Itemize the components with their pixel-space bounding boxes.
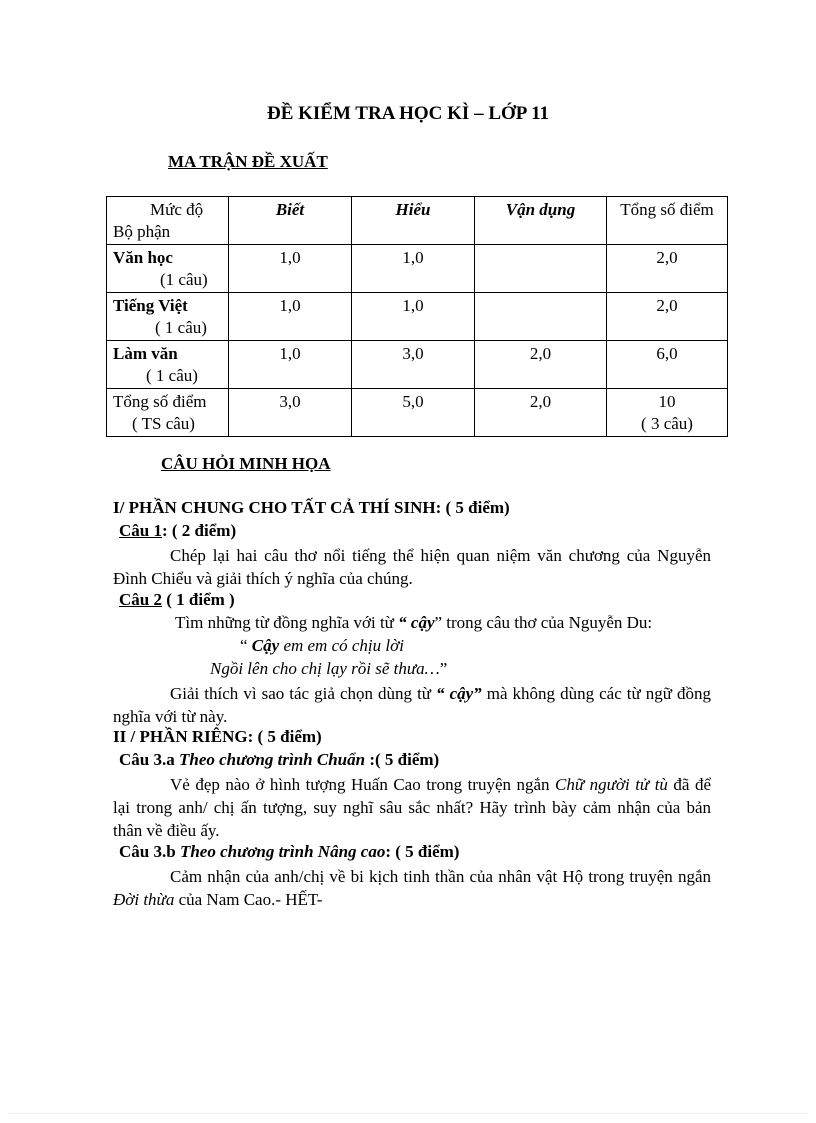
row-sublabel: ( 1 câu) [155, 318, 207, 337]
question-2-explain [113, 682, 711, 728]
table-header-row [107, 197, 728, 245]
q3a-title: Chữ người tử tù [555, 775, 668, 794]
q3b-title: Đời thừa [113, 890, 175, 909]
row-label: Văn học [113, 248, 173, 267]
q3a-label: Câu 3.a [119, 750, 179, 769]
question-2-points: ( 1 điểm ) [161, 590, 235, 609]
row-label-cell [107, 341, 229, 389]
row-sublabel: (1 câu) [160, 270, 208, 289]
questions-heading: CÂU HỎI MINH HỌA [161, 454, 331, 473]
question-3b-text [113, 865, 711, 911]
q2-word: “ cậy [398, 613, 435, 632]
row-label-cell [107, 293, 229, 341]
poem-line-2 [210, 659, 447, 679]
cell-vandung [475, 245, 607, 293]
table-row [107, 245, 728, 293]
q3b-text-b: của Nam Cao.- HẾT- [174, 890, 323, 909]
q2-explain-a: Giải thích vì sao tác giả chọn dùng từ [170, 684, 437, 703]
question-2-header [119, 590, 235, 610]
question-1-label: Câu 1 [119, 521, 162, 540]
q2-text-a: Tìm những từ đồng nghĩa với từ [175, 613, 399, 632]
q3a-text-a: Vẻ đẹp nào ở hình tượng Huấn Cao trong truyện ngắn [170, 775, 556, 794]
cell-tong [607, 389, 728, 437]
cell-vandung: 2,0 [475, 341, 607, 389]
q2-explain-word: “ cậy” [436, 684, 482, 703]
q3b-points: : ( 5 điểm) [385, 842, 460, 861]
question-3a-text [113, 773, 711, 842]
question-3a-header [119, 750, 439, 770]
part1-heading: I/ PHẦN CHUNG CHO TẤT CẢ THÍ SINH: ( 5 điểm) [113, 498, 510, 517]
column-header-hieu: Hiểu [352, 197, 475, 245]
part2-heading: II / PHẦN RIÊNG: ( 5 điểm) [113, 727, 322, 746]
total-points: 10 [658, 392, 676, 411]
q2-explain-b: mà không dùng các từ ngữ đồng nghĩa với từ này. [113, 684, 712, 726]
table-row [107, 341, 728, 389]
cell-biet: 1,0 [229, 245, 352, 293]
row-sublabel: ( 1 câu) [146, 366, 198, 385]
corner-bottom-label: Bộ phận [113, 222, 171, 241]
row-sublabel: ( TS câu) [132, 414, 195, 433]
page-title: ĐỀ KIỂM TRA HỌC KÌ – LỚP 11 [266, 103, 550, 124]
question-1-text: Chép lại hai câu thơ nổi tiếng thể hiện quan niệm văn chương của Nguyễn Đình Chiểu và giải thích ý nghĩa của chúng. [113, 546, 711, 588]
question-2-text [175, 613, 652, 633]
poem-line-1-text: em em có chịu lời [279, 636, 404, 655]
total-questions: ( 3 câu) [641, 414, 693, 433]
corner-top-label: Mức độ [150, 200, 204, 219]
q3b-program: Theo chương trình Nâng cao [179, 842, 386, 861]
table-row [107, 293, 728, 341]
cell-hieu: 5,0 [352, 389, 475, 437]
question-3b-header [119, 842, 459, 862]
q3a-text-b: đã để lại trong anh/ chị ấn tượng, suy nghĩ sâu sắc nhất? Hãy trình bày cảm nhận của bản thân về điều ấy. [113, 775, 711, 840]
table-row [107, 389, 728, 437]
row-label-cell [107, 389, 229, 437]
column-header-tong: Tổng số điểm [607, 197, 728, 245]
row-label: Làm văn [113, 344, 178, 363]
poem-close-quote: ” [439, 659, 448, 678]
q2-text-b: ” trong câu thơ của Nguyễn Du: [434, 613, 653, 632]
poem-word: Cậy [251, 636, 280, 655]
cell-hieu: 1,0 [352, 293, 475, 341]
matrix-table [106, 196, 728, 437]
cell-biet: 3,0 [229, 389, 352, 437]
poem-line-2-text: Ngồi lên cho chị lạy rồi sẽ thưa… [210, 659, 440, 678]
cell-vandung: 2,0 [475, 389, 607, 437]
row-label-cell [107, 245, 229, 293]
table-corner-cell [107, 197, 229, 245]
question-1-points: : ( 2 điểm) [161, 521, 237, 540]
cell-hieu: 3,0 [352, 341, 475, 389]
page-bottom-divider [8, 1113, 808, 1114]
cell-biet: 1,0 [229, 341, 352, 389]
poem-line-1 [240, 636, 404, 656]
question-2-label: Câu 2 [119, 590, 162, 609]
column-header-vandung: Vận dụng [475, 197, 607, 245]
row-label: Tiếng Việt [113, 296, 188, 315]
row-label: Tổng số điểm [113, 392, 207, 411]
cell-tong: 2,0 [607, 245, 728, 293]
cell-tong: 6,0 [607, 341, 728, 389]
question-1-header [119, 521, 236, 541]
q3b-text-a: Cảm nhận của anh/chị về bi kịch tinh thần của nhân vật Hộ trong truyện ngắn [170, 867, 711, 886]
q3a-program: Theo chương trình Chuẩn [178, 750, 366, 769]
q3a-points: :( 5 điểm) [365, 750, 440, 769]
matrix-heading: MA TRẬN ĐỀ XUẤT [168, 152, 328, 171]
cell-vandung [475, 293, 607, 341]
cell-biet: 1,0 [229, 293, 352, 341]
q3b-label: Câu 3.b [119, 842, 180, 861]
cell-hieu: 1,0 [352, 245, 475, 293]
column-header-biet: Biết [229, 197, 352, 245]
cell-tong: 2,0 [607, 293, 728, 341]
poem-open-quote: “ [240, 636, 252, 655]
